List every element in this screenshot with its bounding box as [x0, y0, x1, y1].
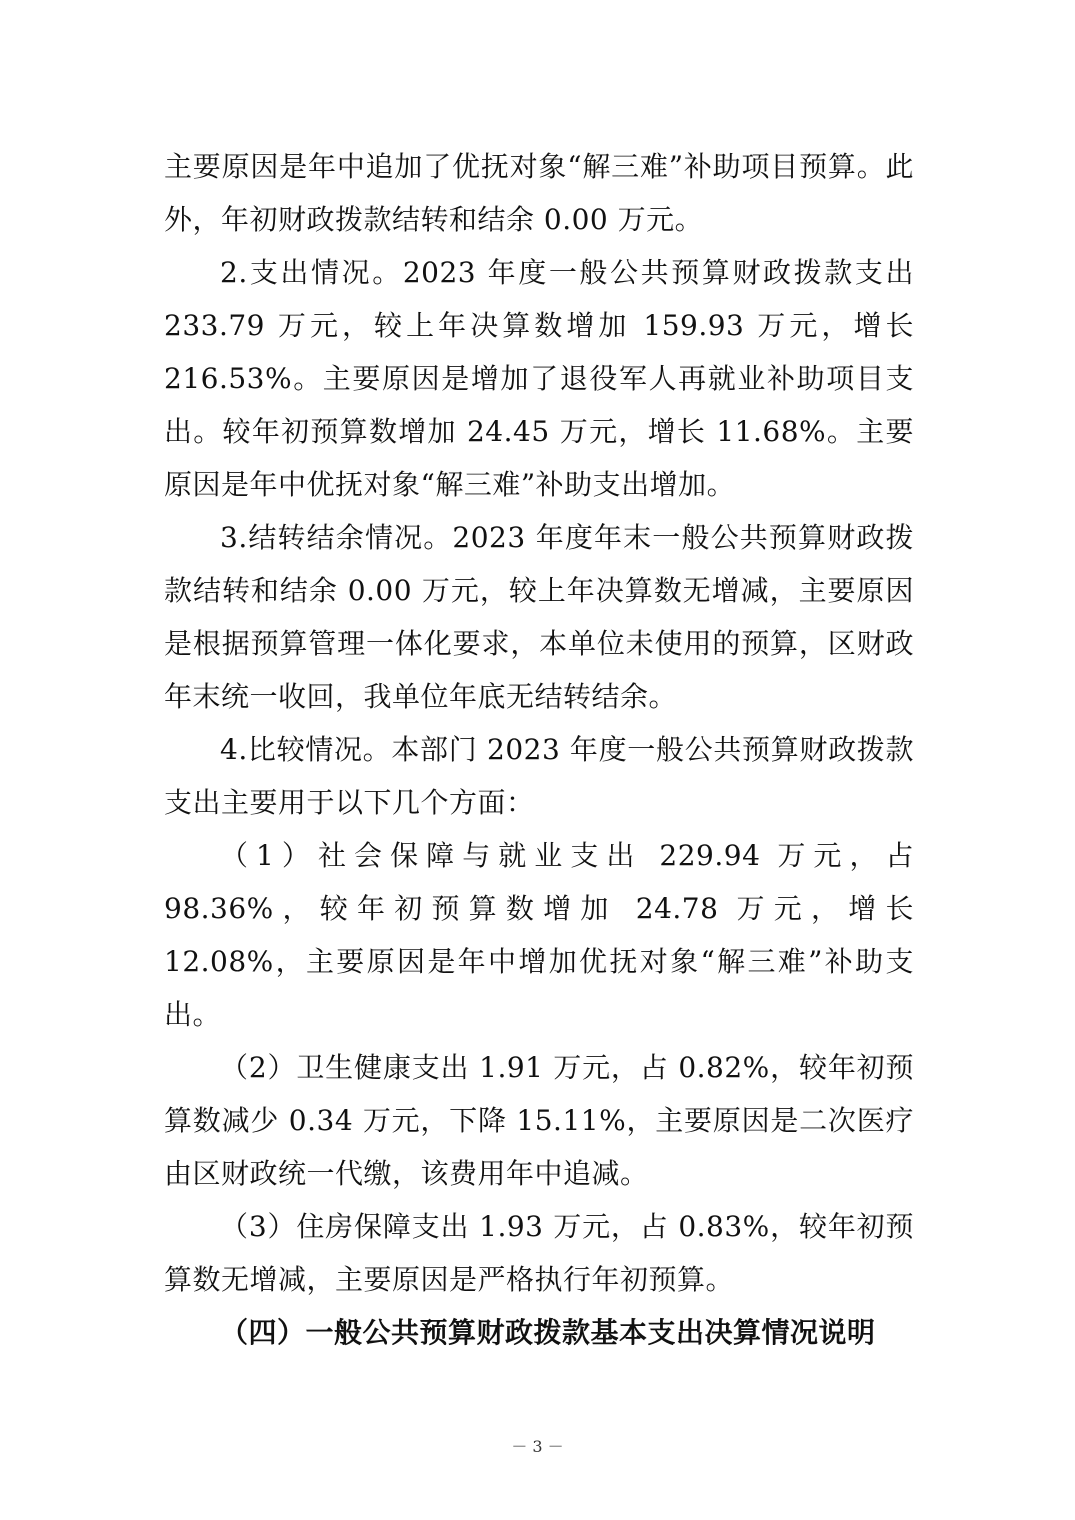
document-body	[164, 140, 914, 1359]
paragraph-expenditure: 2.支出情况。2023 年度一般公共预算财政拨款支出 233.79 万元，较上年决算数增加 159.93 万元，增长 216.53%。主要原因是增加了退役军人再就业补助项目支出。较年初预算数增加 24.45 万元，增长 11.68%。主要原因是年中优抚对象“解三难”补助支出增加。	[164, 256, 914, 501]
paragraph-item-social-security: （1）社会保障与就业支出 229.94 万元，占 98.36%，较年初预算数增加 24.78 万元，增长 12.08%，主要原因是年中增加优抚对象“解三难”补助支出。	[164, 839, 914, 1031]
paragraph-item-health: （2）卫生健康支出 1.91 万元，占 0.82%，较年初预算数减少 0.34 万元，下降 15.11%，主要原因是二次医疗由区财政统一代缴，该费用年中追减。	[164, 1051, 914, 1190]
paragraph-comparison: 4.比较情况。本部门 2023 年度一般公共预算财政拨款支出主要用于以下几个方面：	[164, 733, 914, 819]
section-heading: （四）一般公共预算财政拨款基本支出决算情况说明	[220, 1316, 876, 1349]
paragraph-carryover: 3.结转结余情况。2023 年度年末一般公共预算财政拨款结转和结余 0.00 万元，较上年决算数无增减，主要原因是根据预算管理一体化要求，本单位未使用的预算，区财政年末统一收回，我单位年底无结转结余。	[164, 521, 914, 713]
paragraph-continuation: 主要原因是年中追加了优抚对象“解三难”补助项目预算。此外，年初财政拨款结转和结余 0.00 万元。	[164, 150, 914, 236]
page-number: － 3 －	[511, 1437, 564, 1456]
paragraph-item-housing: （3）住房保障支出 1.93 万元，占 0.83%，较年初预算数无增减，主要原因是严格执行年初预算。	[164, 1210, 914, 1296]
